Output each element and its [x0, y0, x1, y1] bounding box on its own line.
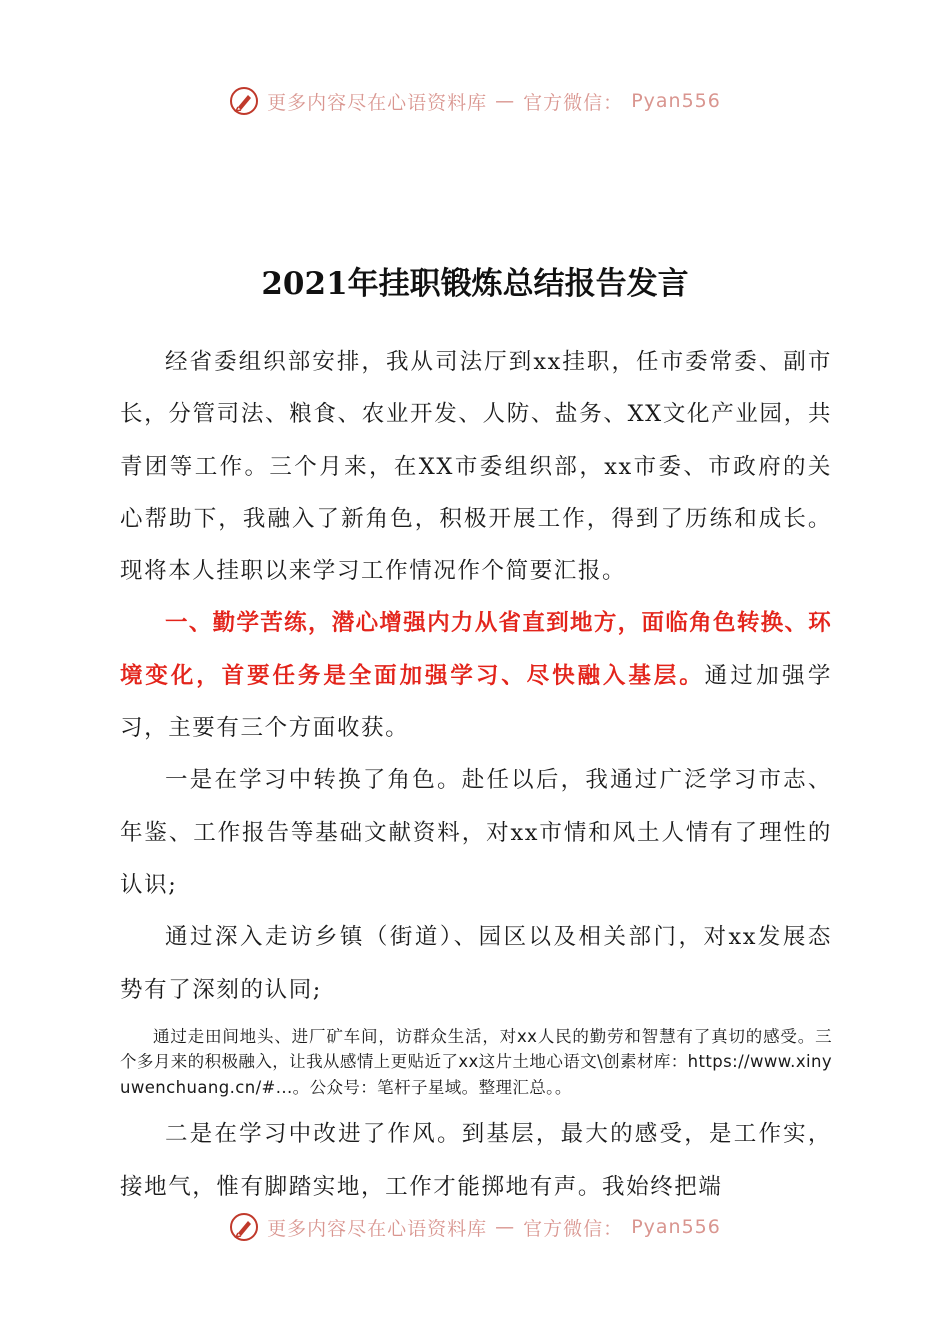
- watermark-dash: —: [495, 90, 516, 112]
- page-title: 2021年挂职锻炼总结报告发言: [261, 266, 689, 302]
- watermark-main-text: 更多内容尽在心语资料库: [267, 91, 488, 114]
- watermark-official-text: 官方微信：: [523, 1217, 624, 1240]
- footer-watermark: [0, 1212, 950, 1242]
- paragraph-role-change: 一是在学习中转换了角色。赴任以后，我通过广泛学习市志、年鉴、工作报告等基础文献资料，对xx市情和风土人情有了理性的认识;: [120, 767, 832, 898]
- pen-nib-logo-icon: [229, 1212, 259, 1242]
- watermark-official-text: 官方微信：: [523, 91, 624, 114]
- paragraph-section-one: [120, 597, 832, 754]
- document-body: [120, 336, 832, 1213]
- paragraph-work-style: 二是在学习中改进了作风。到基层，最大的感受，是工作实，接地气，惟有脚踏实地，工作才能掷地有声。我始终把端: [120, 1121, 832, 1200]
- section-one-rest: 通过加强学习，主要有三个方面收获。: [120, 662, 832, 742]
- pen-nib-logo-icon: [229, 86, 259, 116]
- watermark-wechat-id: Pyan556: [631, 90, 721, 112]
- watermark-main-text: 更多内容尽在心语资料库: [267, 1217, 488, 1240]
- paragraph-field-visits: 通过走田间地头、进厂矿车间，访群众生活，对xx人民的勤劳和智慧有了真切的感受。三个多月来的积极融入，让我从感情上更贴近了xx这片土地心语文\创素材库：https://www.xinyuwenchuang.cn/#...。公众号：笔杆子星域。整理汇总。。: [120, 1026, 832, 1097]
- header-watermark: [0, 86, 950, 116]
- paragraph-visits: 通过深入走访乡镇（街道）、园区以及相关部门，对xx发展态势有了深刻的认同;: [120, 924, 832, 1003]
- paragraph-intro: 经省委组织部安排，我从司法厅到xx挂职，任市委常委、副市长，分管司法、粮食、农业开发、人防、盐务、XX文化产业园，共青团等工作。三个月来，在XX市委组织部，xx市委、市政府的关心帮助下，我融入了新角色，积极开展工作，得到了历练和成长。现将本人挂职以来学习工作情况作个简要汇报。: [120, 349, 832, 585]
- watermark-dash: —: [495, 1216, 516, 1238]
- section-heading-red: 一、勤学苦练，潜心增强内力从省直到地方，面临角色转换、环境变化，首要任务是全面加强学习、尽快融入基层。: [120, 610, 832, 689]
- watermark-wechat-id: Pyan556: [631, 1216, 721, 1238]
